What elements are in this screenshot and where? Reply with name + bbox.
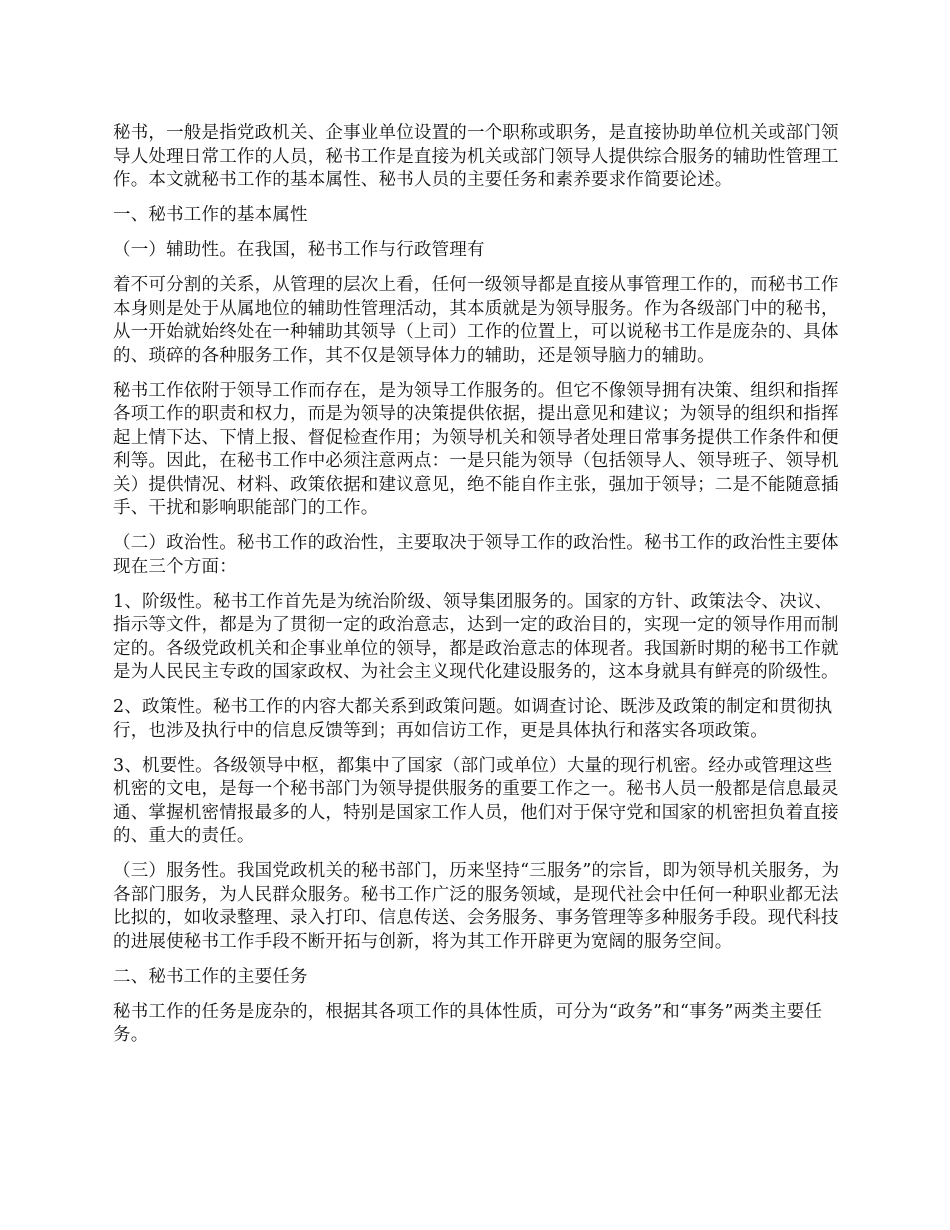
dependence-paragraph: 秘书工作依附于领导工作而存在，是为领导工作服务的。但它不像领导拥有决策、组织和指挥各项工作的职责和权力，而是为领导的决策提供依据，提出意见和建议；为领导的组织和指挥起上情下达、下情上报、督促检查作用；为领导机关和领导者处理日常事务提供工作条件和便利等。因此，在秘书工作中必须注意两点：一是只能为领导（包括领导人、领导班子、领导机关）提供情况、材料、政策依据和建议意见，绝不能自作主张，强加于领导；二是不能随意插手、干扰和影响职能部门的工作。 [113, 380, 839, 518]
document-page [113, 122, 841, 1059]
section-heading-main-tasks: 二、秘书工作的主要任务 [113, 966, 308, 987]
subsection-political: （二）政治性。秘书工作的政治性，主要取决于领导工作的政治性。秘书工作的政治性主要体现在三个方面： [113, 533, 839, 577]
class-nature-paragraph: 1、阶级性。秘书工作首先是为统治阶级、领导集团服务的。国家的方针、政策法令、决议、指示等文件，都是为了贯彻一定的政治意志，达到一定的政治目的，实现一定的领导作用而制定的。各级党政机关和企事业单位的领导，都是政治意志的体现者。我国新时期的秘书工作就是为人民民主专政的国家政权、为社会主义现代化建设服务的，这本身就具有鲜亮的阶级性。 [113, 591, 839, 682]
confidentiality-paragraph: 3、机要性。各级领导中枢，都集中了国家（部门或单位）大量的现行机密。经办或管理这些机密的文电，是每一个秘书部门为领导提供服务的重要工作之一。秘书人员一般都是信息最灵通、掌握机密情报最多的人，特别是国家工作人员，他们对于保守党和国家的机密担负着直接的、重大的责任。 [113, 755, 839, 846]
subsection-auxiliary: （一）辅助性。在我国，秘书工作与行政管理有 [113, 240, 485, 260]
auxiliary-paragraph: 着不可分割的关系，从管理的层次上看，任何一级领导都是直接从事管理工作的，而秘书工作本身则是处于从属地位的辅助性管理活动，其本质就是为领导服务。作为各级部门中的秘书，从一开始就始终处在一种辅助其领导（上司）工作的位置上，可以说秘书工作是庞杂的、具体的、琐碎的各种服务工作，其不仅是领导体力的辅助，还是领导脑力的辅助。 [113, 275, 839, 366]
policy-nature-paragraph: 2、政策性。秘书工作的内容大都关系到政策问题。如调查讨论、既涉及政策的制定和贯彻执行，也涉及执行中的信息反馈等到；再如信访工作，更是具体执行和落实各项政策。 [113, 697, 833, 741]
tasks-paragraph: 秘书工作的任务是庞杂的，根据其各项工作的具体性质，可分为“政务”和“事务”两类主要任务。 [113, 1001, 823, 1045]
subsection-service: （三）服务性。我国党政机关的秘书部门，历来坚持“三服务”的宗旨，即为领导机关服务，为各部门服务，为人民群众服务。秘书工作广泛的服务领域，是现代社会中任何一种职业都无法比拟的，如收录整理、录入打印、信息传送、会务服务、事务管理等多种服务手段。现代科技的进展使秘书工作手段不断开拓与创新，将为其工作开辟更为宽阔的服务空间。 [113, 861, 840, 952]
section-heading-basic-attributes: 一、秘书工作的基本属性 [113, 205, 308, 225]
intro-paragraph: 秘书，一般是指党政机关、企事业单位设置的一个职称或职务，是直接协助单位机关或部门领导人处理日常工作的人员，秘书工作是直接为机关或部门领导人提供综合服务的辅助性管理工作。本文就秘书工作的基本属性、秘书人员的主要任务和素养要求作简要论述。 [113, 123, 839, 190]
